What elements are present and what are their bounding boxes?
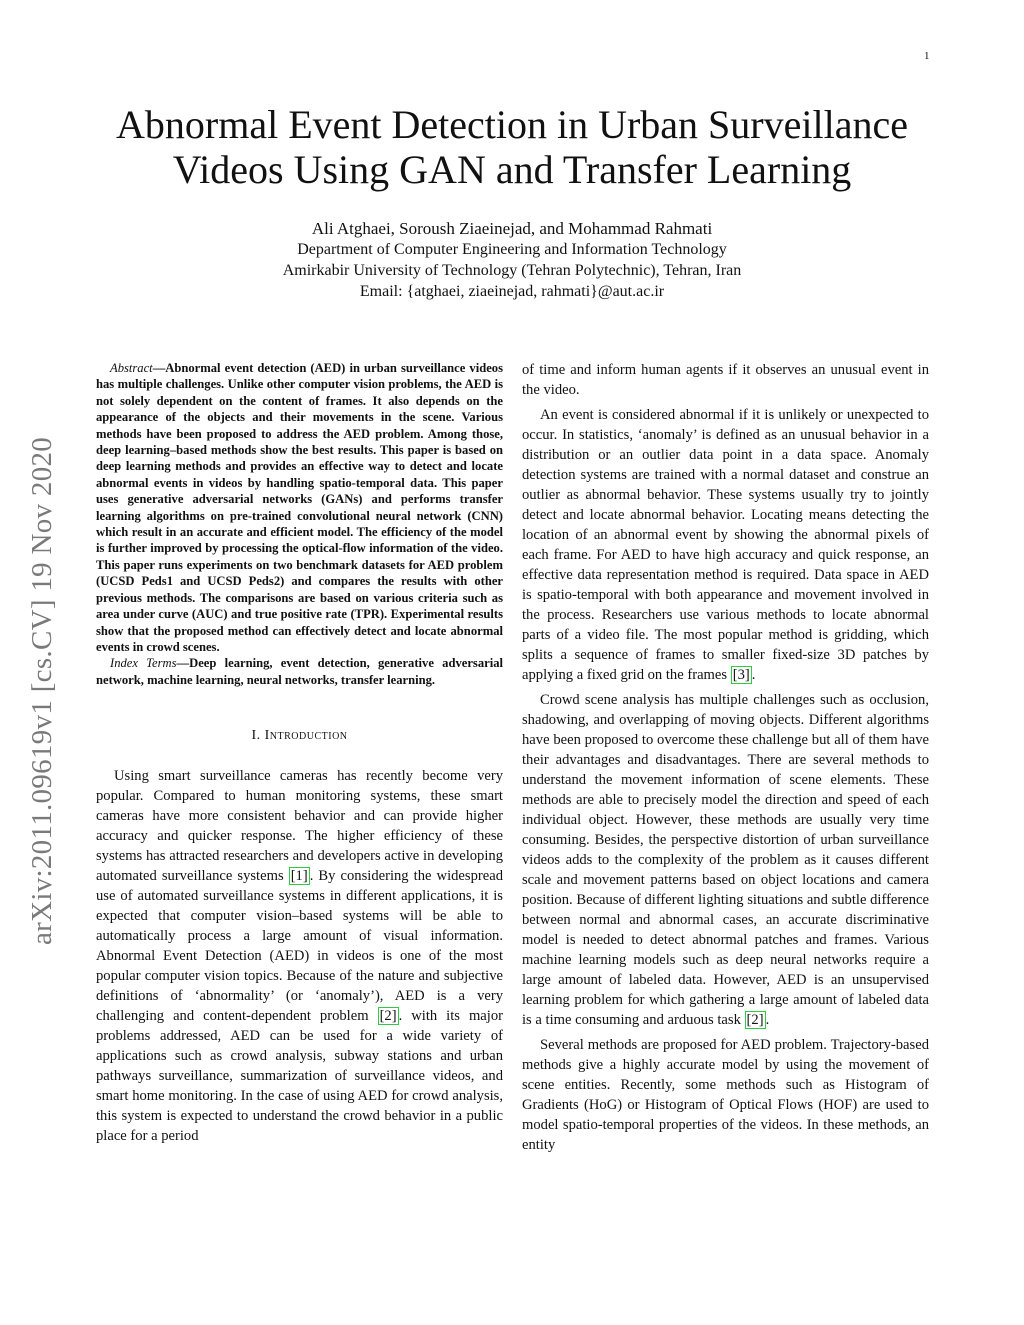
left-column	[96, 360, 503, 1146]
section-title: Introduction	[264, 728, 348, 744]
arxiv-identifier[interactable]: arXiv:2011.09619v1 [cs.CV] 19 Nov 2020	[26, 436, 58, 945]
citation-link[interactable]: [2]	[746, 1012, 764, 1028]
author-block	[120, 218, 904, 302]
intro-paragraph-3	[522, 690, 929, 1030]
page-number: 1	[924, 50, 930, 62]
citation-link[interactable]: [1]	[290, 868, 308, 885]
paragraph-text: Crowd scene analysis has multiple challenges such as occlusion, shadowing, and overlapping of moving objects. Different algorithms have been proposed to overcome these challenge but all of them have their advantages and disadvantages. There are several methods to understand the movement information of scene elements. These methods are able to precisely model the direction and speed of each individual object. However, these methods are usually very time consuming. Besides, the perspective distortion of urban surveillance videos adds to the complexity of the problem as it causes different scale and movement patterns based on object locations and camera position. Because of different lighting situations and subtle difference between normal and abnormal cases, an accurate discriminative model is needed to detect abnormal patches and frames. Various machine learning models such as deep neural networks require a large amount of labeled data. However, AED is an unsupervised learning problem for which gathering a large amount of labeled data is a time consuming and arduous task	[522, 692, 929, 1028]
index-terms	[96, 655, 503, 688]
paragraph-text: .	[751, 667, 756, 683]
index-terms-text: —Deep learning, event detection, generative adversarial network, machine learning, neural networks, transfer learning.	[96, 656, 504, 687]
paragraph-text: An event is considered abnormal if it is unlikely or unexpected to occur. In statistics, ‘anomaly’ is defined as an unusual behavior in a distribution or an outlier data point in a data space. Anomaly detection systems are trained with a normal dataset and construe an outlier as abnormal behavior. These systems usually try to jointly detect and locate abnormal behavior. Locating means detecting the location of an abnormal event by showing the abnormal pixels of each frame. For AED to have high accuracy and quick response, an effective data representation method is required. Data space in AED is spatio-temporal with both appearance and movement involved in the process. Researchers use various methods to locate abnormal parts of a video file. The most popular method is gridding, which splits a sequence of frames to smaller fixed-size 3D patches by applying a fixed grid on the frames	[522, 407, 929, 683]
citation-link[interactable]: [3]	[732, 667, 750, 683]
paragraph-text: . By considering the widespread use of automated surveillance systems in different applications, it is expected that computer vision–based systems will be able to automatically process a large amount of visual information. Abnormal Event Detection (AED) in videos is one of the most popular computer vision topics. Because of the nature and subjective definitions of ‘abnormality’ (or ‘anomaly’), AED is a very challenging and content-dependent problem	[96, 868, 503, 1025]
right-column	[522, 360, 929, 1155]
title-line-1: Abnormal Event Detection in Urban Surveillance	[116, 102, 908, 147]
paragraph-text: .	[765, 1012, 770, 1028]
intro-paragraph-1-continued: of time and inform human agents if it observes an unusual event in the video.	[522, 362, 929, 398]
author-email: Email: {atghaei, ziaeinejad, rahmati}@aut.ac.ir	[359, 283, 665, 300]
abstract	[96, 360, 503, 655]
abstract-text: —Abnormal event detection (AED) in urban surveillance videos has multiple challenges. Unlike other computer vision problems, the AED is not solely dependent on the content of frames. It also depends on the appearance of the objects and their movements in the scene. Various methods have been proposed to address the AED problem. Among those, deep learning–based methods show the best results. This paper is based on deep learning methods and provides an effective way to detect and locate abnormal events in videos by handling spatio-temporal data. This paper uses generative adversarial networks (GANs) and performs transfer learning algorithms on pre-trained convolutional neural network (CNN) which result in an accurate and efficient model. The efficiency of the model is further improved by processing the optical-flow information of the video. This paper runs experiments on two benchmark datasets for AED problem (UCSD Peds1 and UCSD Peds2) and compares the results with other previous methods. The comparisons are based on various criteria such as area under curve (AUC) and true positive rate (TPR). Experimental results show that the proposed method can effectively detect and locate abnormal events in crowd scenes.	[96, 361, 503, 654]
abstract-label: Abstract	[110, 361, 153, 375]
intro-paragraph-4: Several methods are proposed for AED problem. Trajectory-based methods give a highly accurate model by using the movement of scene entities. Recently, some methods such as Histogram of Gradients (HoG) or Histogram of Optical Flows (HOF) are used to model spatio-temporal properties of the videos. In these methods, an entity	[522, 1037, 929, 1153]
citation-link[interactable]: [2]	[379, 1008, 397, 1025]
title-line-2: Videos Using GAN and Transfer Learning	[172, 147, 852, 192]
author-names: Ali Atghaei, Soroush Ziaeinejad, and Mohammad Rahmati	[311, 219, 713, 238]
paragraph-text: Using smart surveillance cameras has recently become very popular. Compared to human monitoring systems, these smart cameras have more consistent behavior and can provide higher accuracy and quicker response. The higher efficiency of these systems has attracted researchers and developers active in developing automated surveillance systems	[96, 768, 503, 885]
section-heading-introduction	[96, 728, 503, 744]
index-terms-label: Index Terms	[110, 656, 177, 671]
intro-paragraph-2	[522, 405, 929, 685]
paragraph-text: . with its major problems addressed, AED can be used for a wide variety of applications such as crowd analysis, subway stations and urban pathways surveillance, summarization of surveillance videos, and smart home monitoring. In the case of using AED for crowd analysis, this system is expected to understand the crowd behavior in a public place for a period	[96, 1008, 503, 1145]
section-number: I.	[251, 728, 261, 744]
author-university: Amirkabir University of Technology (Tehran Polytechnic), Tehran, Iran	[282, 262, 742, 279]
intro-paragraph-1	[96, 766, 503, 1146]
author-department: Department of Computer Engineering and Information Technology	[297, 241, 727, 258]
paper-title	[80, 102, 944, 192]
